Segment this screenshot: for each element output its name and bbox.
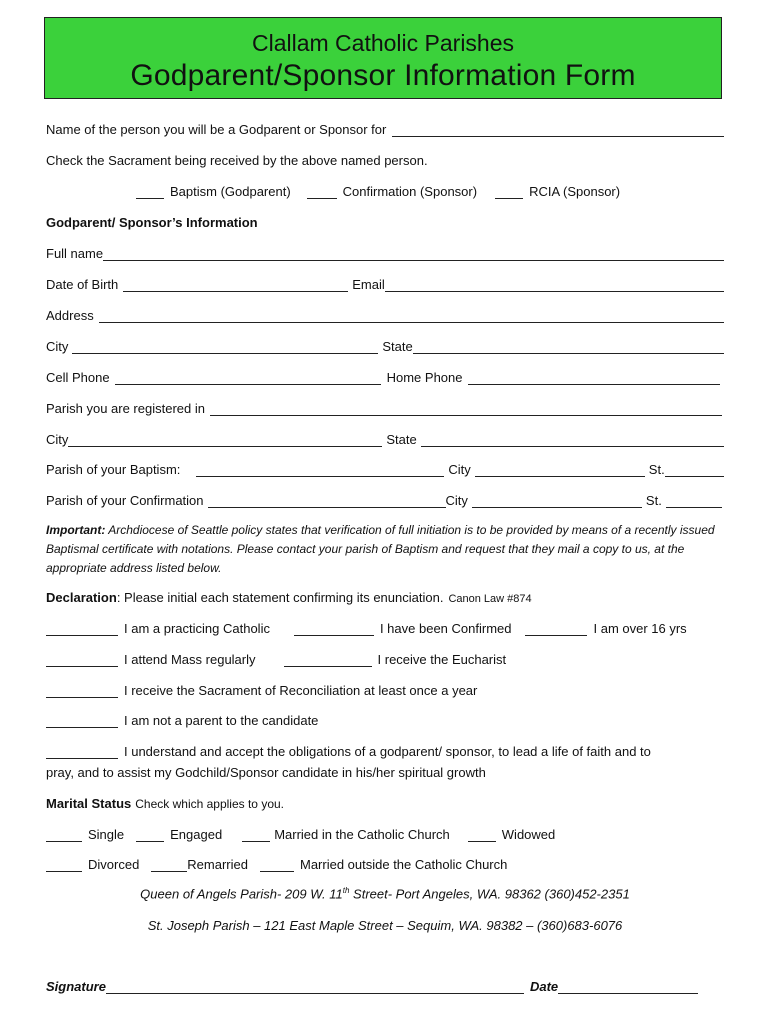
parish-confirmation-field[interactable] — [208, 494, 446, 508]
parish-baptism-field[interactable] — [196, 463, 444, 477]
dob-label: Date of Birth — [46, 277, 119, 292]
practicing-label: I am a practicing Catholic — [124, 621, 270, 636]
parish-city-field[interactable] — [68, 433, 382, 447]
marital-label: Marital Status — [46, 796, 132, 811]
marital-row-2 — [46, 857, 724, 872]
engaged-label: Engaged — [170, 827, 223, 842]
baptism-check-field[interactable] — [136, 185, 164, 199]
married-outside-check-field[interactable] — [260, 858, 294, 872]
info-heading-row — [46, 215, 724, 230]
signature-row — [46, 979, 724, 994]
married-church-label: Married in the Catholic Church — [274, 827, 450, 842]
practicing-initial-field[interactable] — [46, 622, 118, 636]
cell-phone-field[interactable] — [115, 371, 381, 385]
baptism-st-label: St. — [648, 462, 665, 477]
city-field[interactable] — [72, 340, 378, 354]
not-parent-label: I am not a parent to the candidate — [124, 713, 319, 728]
email-label: Email — [352, 277, 385, 292]
obligations-initial-field[interactable] — [46, 745, 118, 759]
email-field[interactable] — [385, 278, 724, 292]
confirmation-label: Confirmation (Sponsor) — [342, 184, 478, 199]
parish-baptism-label: Parish of your Baptism: — [46, 462, 181, 477]
declaration-row-2 — [46, 652, 724, 667]
st-joseph-text: St. Joseph Parish – 121 East Maple Street – Sequim, WA. 98382 – (360)683-6076 — [147, 918, 623, 933]
marital-text: Check which applies to you. — [135, 797, 284, 811]
marital-heading-row — [46, 796, 724, 811]
dob-email-row — [46, 277, 724, 292]
obligations-label-2: pray, and to assist my Godchild/Sponsor candidate in his/her spiritual growth — [46, 765, 486, 780]
org-name: Clallam Catholic Parishes — [251, 30, 515, 56]
baptism-city-label: City — [448, 462, 471, 477]
parish-state-label: State — [386, 432, 417, 447]
parish-state-field[interactable] — [421, 433, 724, 447]
remarried-label: Remarried — [187, 857, 248, 872]
declaration-row-5 — [46, 744, 724, 759]
declaration-row-5b — [46, 765, 724, 780]
declaration-text: : Please initial each statement confirming its enunciation. — [116, 590, 444, 605]
signature-field[interactable] — [106, 980, 524, 994]
parish-city-state-row — [46, 432, 724, 447]
single-label: Single — [88, 827, 125, 842]
full-name-field[interactable] — [103, 247, 724, 261]
check-sacrament-row — [46, 153, 724, 168]
widowed-label: Widowed — [501, 827, 556, 842]
important-text: Archdiocese of Seattle policy states that verification of full initiation is to be provided by means of a recently issued Baptismal certificate with notations. Please contact your parish of Baptism and request that they mail a copy to us, at the appropriate address listed below. — [46, 523, 715, 575]
declaration-row-3 — [46, 683, 724, 698]
marital-row-1 — [46, 827, 724, 842]
city-state-row — [46, 339, 724, 354]
baptism-parish-row — [46, 462, 724, 477]
address-label: Address — [46, 308, 94, 323]
not-parent-initial-field[interactable] — [46, 714, 118, 728]
full-name-label: Full name — [46, 246, 104, 261]
married-outside-label: Married outside the Catholic Church — [299, 857, 508, 872]
confirmation-st-field[interactable] — [666, 494, 722, 508]
full-name-row — [46, 246, 724, 261]
eucharist-label: I receive the Eucharist — [377, 652, 507, 667]
date-label: Date — [529, 979, 559, 994]
confirmation-parish-row — [46, 493, 724, 508]
city-label: City — [46, 339, 69, 354]
declaration-row-4 — [46, 713, 724, 728]
baptism-city-field[interactable] — [475, 463, 645, 477]
confirmed-label: I have been Confirmed — [379, 621, 512, 636]
reconciliation-label: I receive the Sacrament of Reconciliation at least once a year — [124, 683, 478, 698]
signature-label: Signature — [46, 979, 106, 994]
rcia-check-field[interactable] — [495, 185, 523, 199]
candidate-name-row — [46, 122, 724, 137]
confirmation-st-label: St. — [645, 493, 662, 508]
confirmation-check-field[interactable] — [307, 185, 337, 199]
queen-of-angels-address — [0, 886, 770, 901]
obligations-label-1: I understand and accept the obligations of a godparent/ sponsor, to lead a life of faith and to — [124, 744, 651, 759]
mass-initial-field[interactable] — [46, 653, 118, 667]
sacrament-options — [136, 184, 724, 199]
qa-address-sup: th — [342, 886, 350, 895]
important-label: Important: — [46, 523, 106, 537]
address-field[interactable] — [99, 309, 724, 323]
canon-law-ref: Canon Law #874 — [448, 593, 532, 605]
parish-registered-label: Parish you are registered in — [46, 401, 205, 416]
mass-label: I attend Mass regularly — [124, 652, 256, 667]
home-phone-label: Home Phone — [386, 370, 463, 385]
candidate-name-field[interactable] — [392, 123, 724, 137]
married-church-check-field[interactable] — [242, 828, 270, 842]
baptism-label: Baptism (Godparent) — [170, 184, 291, 199]
confirmed-initial-field[interactable] — [294, 622, 374, 636]
info-heading: Godparent/ Sponsor’s Information — [46, 215, 258, 230]
parish-confirmation-label: Parish of your Confirmation — [46, 493, 204, 508]
check-sacrament-text: Check the Sacrament being received by the above named person. — [46, 153, 428, 168]
home-phone-field[interactable] — [468, 371, 721, 385]
over16-label: I am over 16 yrs — [593, 621, 687, 636]
candidate-name-label: Name of the person you will be a Godparent or Sponsor for — [46, 122, 387, 137]
state-field[interactable] — [413, 340, 724, 354]
over16-initial-field[interactable] — [525, 622, 587, 636]
form-title: Godparent/Sponsor Information Form — [130, 59, 636, 92]
declaration-row — [46, 590, 724, 605]
st-joseph-address — [0, 918, 770, 933]
rcia-label: RCIA (Sponsor) — [529, 184, 621, 199]
date-field[interactable] — [558, 980, 698, 994]
declaration-row-1 — [46, 621, 724, 636]
engaged-check-field[interactable] — [136, 828, 164, 842]
remarried-check-field[interactable] — [151, 858, 187, 872]
qa-address-part2: Street- Port Angeles, WA. 98362 (360)452-2351 — [349, 886, 630, 902]
widowed-check-field[interactable] — [468, 828, 496, 842]
divorced-label: Divorced — [88, 857, 140, 872]
parish-registered-field[interactable] — [210, 402, 722, 416]
address-row — [46, 308, 724, 323]
cell-phone-label: Cell Phone — [46, 370, 110, 385]
qa-address-part1: Queen of Angels Parish- 209 W. 11 — [140, 886, 343, 902]
divorced-check-field[interactable] — [46, 858, 82, 872]
important-notice — [46, 521, 726, 578]
confirmation-city-field[interactable] — [472, 494, 642, 508]
phone-row — [46, 370, 724, 385]
single-check-field[interactable] — [46, 828, 82, 842]
state-label: State — [382, 339, 413, 354]
eucharist-initial-field[interactable] — [284, 653, 372, 667]
reconciliation-initial-field[interactable] — [46, 684, 118, 698]
baptism-st-field[interactable] — [665, 463, 724, 477]
parish-registered-row — [46, 401, 724, 416]
form-header — [44, 17, 722, 99]
confirmation-city-label: City — [445, 493, 468, 508]
parish-city-label: City — [46, 432, 69, 447]
declaration-label: Declaration — [46, 590, 117, 605]
dob-field[interactable] — [123, 278, 348, 292]
